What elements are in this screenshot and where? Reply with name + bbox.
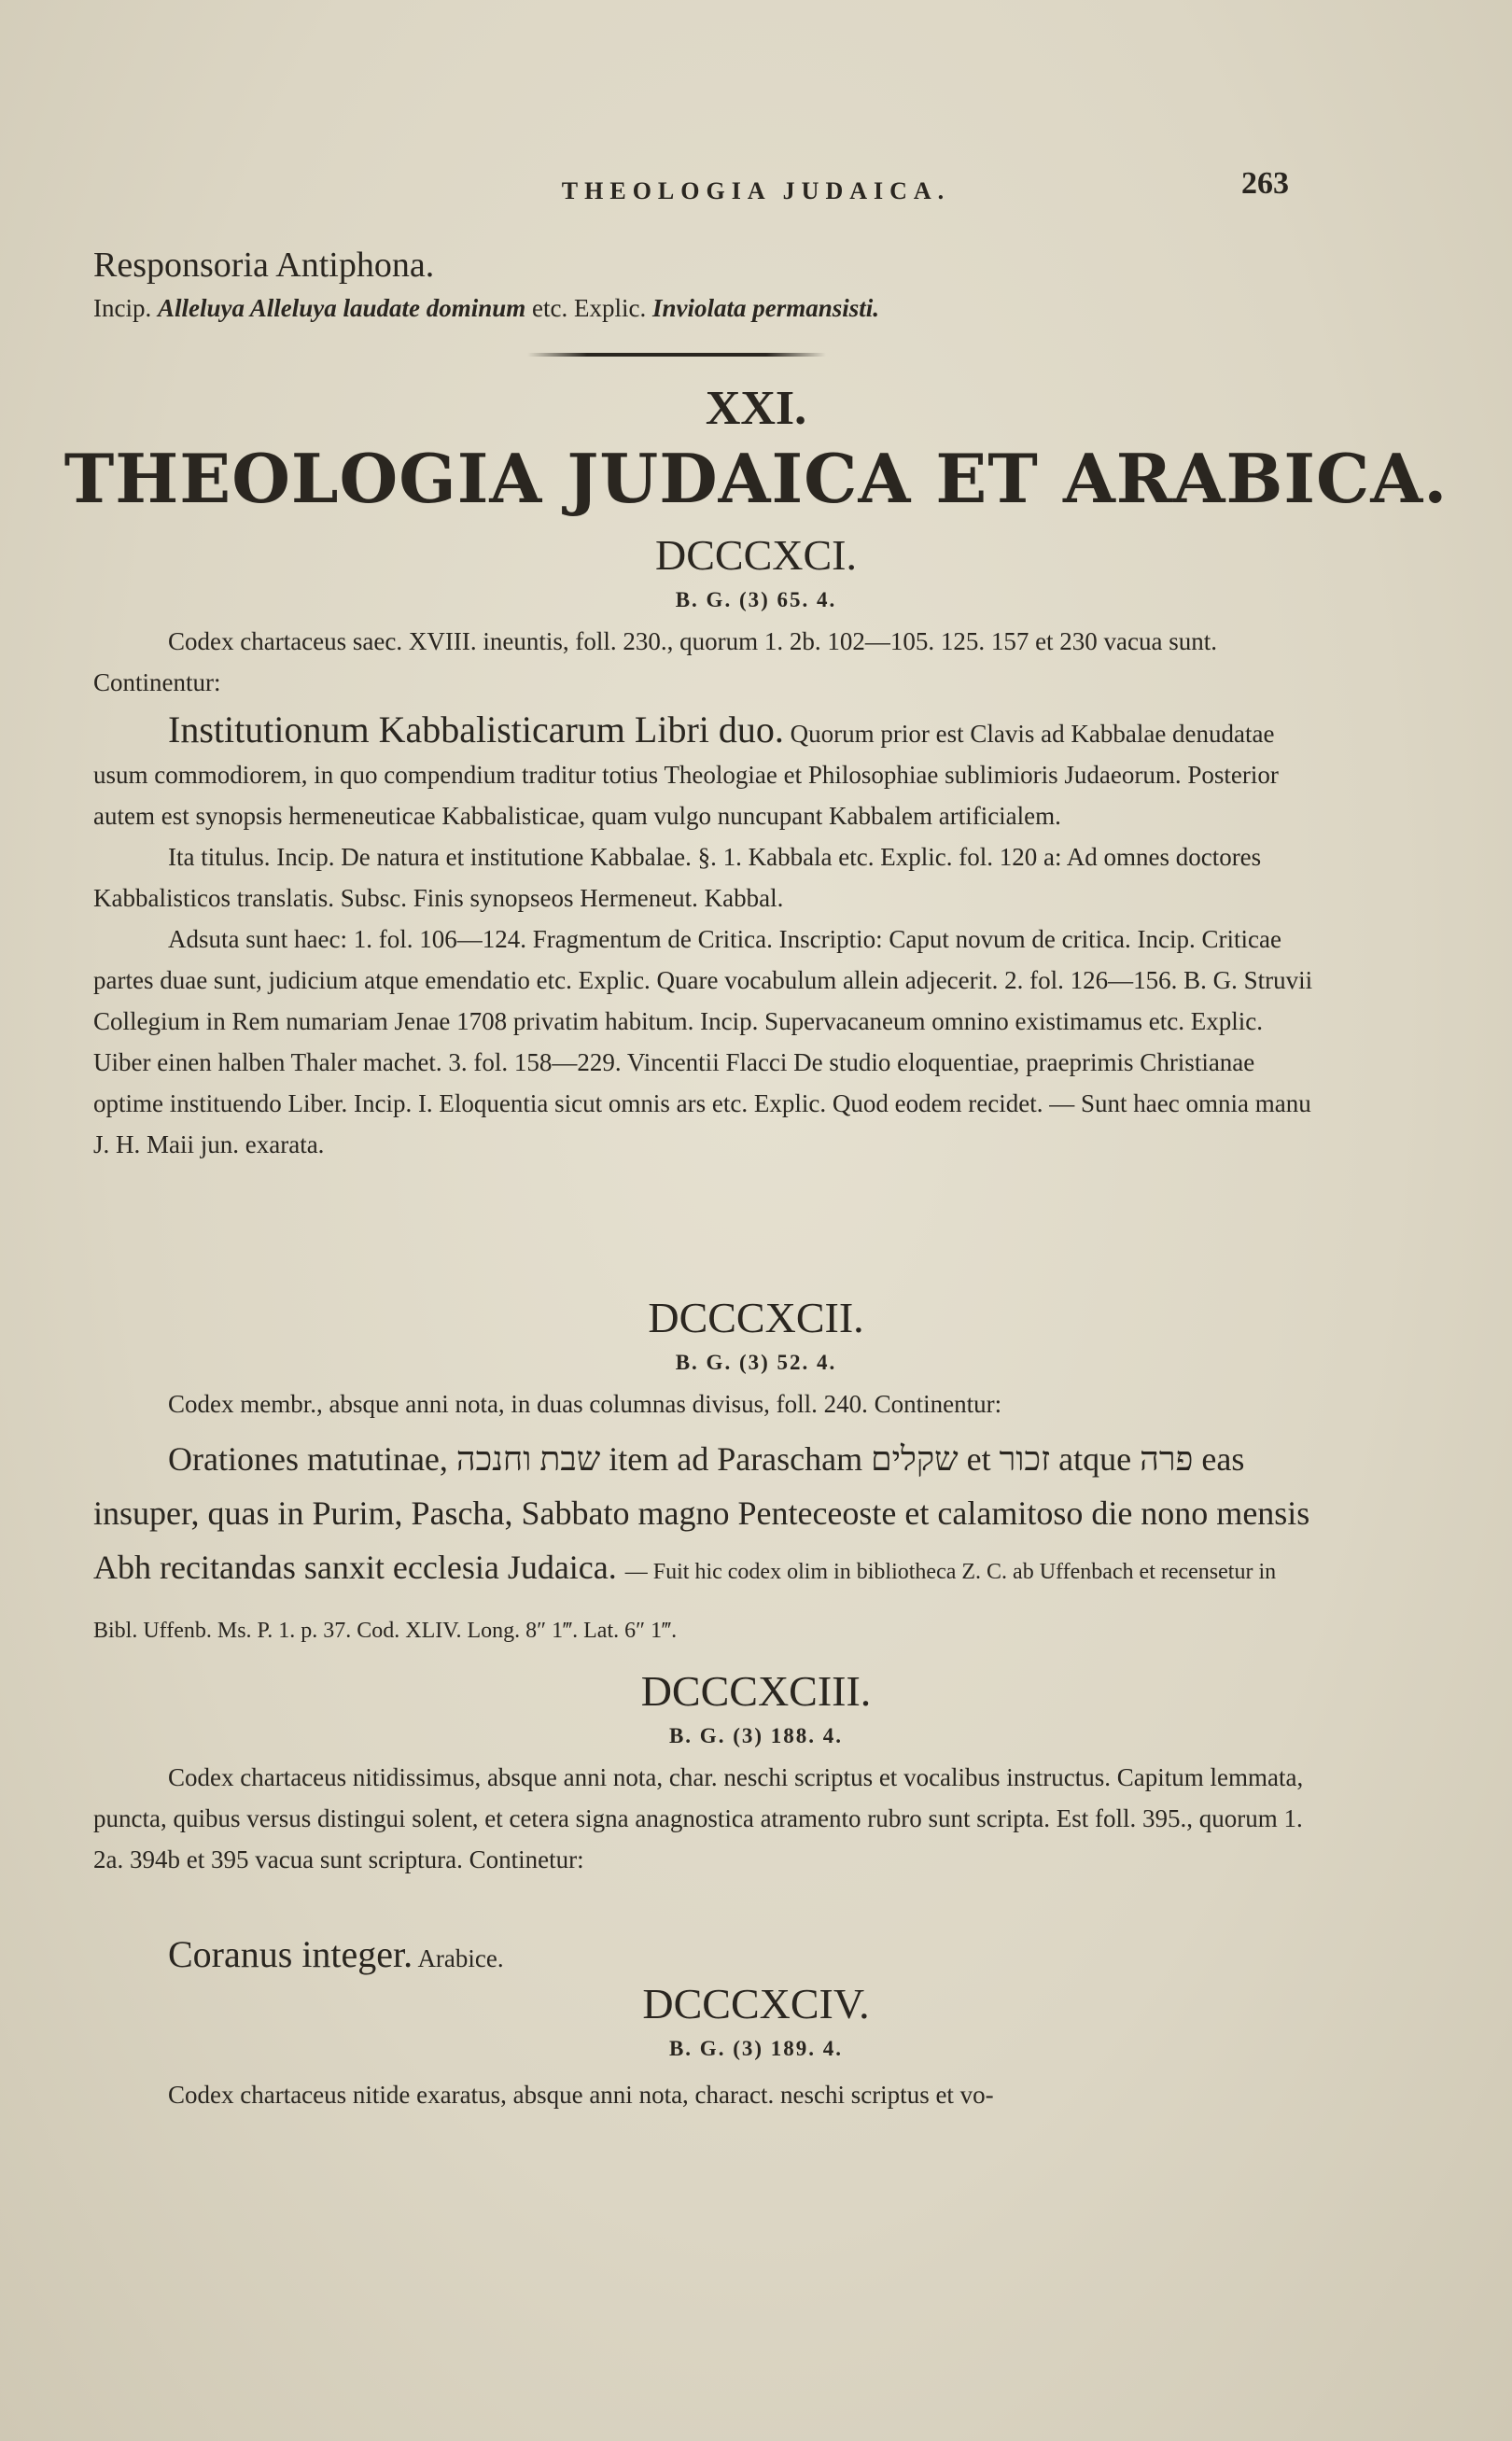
codex-shelfmark: B. G. (3) 188. 4. <box>668 1724 844 1747</box>
codex-contents <box>93 1934 1325 1979</box>
codex-notes: Ita titulus. Incip. De natura et institutione Kabbalae. §. 1. Kabbala etc. Explic. fol. 120 a: Ad omnes doctores Kabbalisticos translatis. Subsc. Finis synopseos Hermeneut. Kabbal. <box>93 843 1262 912</box>
work-text: Quorum prior est Clavis ad Kabbalae denudatae usum commodiorem, in quo compendium traditur totius Theologiae et Philosophiae sublimioris Judaeorum. Posterior autem est synopsis hermeneuticae Kabbalisticae, quam vulgo nuncupant Kabbalem artificialem. <box>93 720 1279 830</box>
codex-number: DCCCXCIV. <box>642 1980 870 2027</box>
page-number: 263 <box>1241 166 1289 201</box>
preamble-incipit: Incip. Alleluya Alleluya laudate dominum etc. Explic. Inviolata permansisti. <box>93 294 880 322</box>
codex-number: DCCCXCI. <box>655 531 857 579</box>
work-text: Arabice. <box>417 1944 504 1972</box>
codex-contents <box>93 1432 1325 1658</box>
codex-shelfmark: B. G. (3) 189. 4. <box>668 2037 844 2060</box>
codex-description: Codex chartaceus saec. XVIII. ineuntis, foll. 230., quorum 1. 2b. 102—105. 125. 157 et 230 vacua sunt. Continentur: <box>93 627 1218 696</box>
preamble <box>93 245 1325 329</box>
codex-description: Codex chartaceus nitide exaratus, absque anni nota, charact. neschi scriptus et vo- <box>168 2081 994 2109</box>
section-number: XXI. <box>705 382 807 435</box>
section-title: THEOLOGIA JUDAICA ET ARABICA. <box>63 439 1449 518</box>
codex-shelfmark: B. G. (3) 65. 4. <box>675 588 837 611</box>
codex-shelfmark: B. G. (3) 52. 4. <box>675 1351 837 1374</box>
work-title: Institutionum Kabbalisticarum Libri duo. <box>168 708 784 751</box>
codex-number: DCCCXCII. <box>648 1294 864 1341</box>
work-text: — Fuit hic codex olim in bibliotheca Z. C. ab Uffenbach et recensetur in Bibl. Uffenb. Ms. P. 1. p. 37. Cod. XLIV. Long. 8″ 1‴. Lat. 6″ 1‴. <box>93 1560 1277 1643</box>
codex-description: Codex membr., absque anni nota, in duas columnas divisus, foll. 240. Continentur: <box>168 1390 1002 1418</box>
codex-contents <box>93 709 1325 1165</box>
work-title: Coranus integer. <box>168 1933 413 1975</box>
running-title: THEOLOGIA JUDAICA. <box>561 177 951 204</box>
section-divider <box>527 353 826 357</box>
preamble-heading: Responsoria Antiphona. <box>93 246 435 285</box>
work-title: Orationes matutinae, שבת וחנכה item ad Parascham שקלים et זכור atque פרה eas insuper, quas in Purim, Pascha, Sabbato magno Penteceoste et calamitoso die nono mensis Abh recitandas sanxit ecclesia Judaica. <box>93 1440 1310 1586</box>
codex-notes: Adsuta sunt haec: 1. fol. 106—124. Fragmentum de Critica. Inscriptio: Caput novum de critica. Incip. Criticae partes duae sunt, judicium atque emendatio etc. Explic. Quare vocabulum allein adjecerit. 2. fol. 126—156. B. G. Struvii Collegium in Rem numariam Jenae 1708 privatim habitum. Incip. Supervacaneum omnino existimamus etc. Explic. Uiber einen halben Thaler machet. 3. fol. 158—229. Vincentii Flacci De studio eloquentiae, praeprimis Christianae optime instituendo Liber. Incip. I. Eloquentia sicut omnis ars etc. Explic. Quod eodem recidet. — Sunt haec omnia manu J. H. Maii jun. exarata. <box>93 925 1313 1158</box>
codex-number: DCCCXCIII. <box>640 1667 872 1715</box>
codex-description: Codex chartaceus nitidissimus, absque anni nota, char. neschi scriptus et vocalibus instructus. Capitum lemmata, puncta, quibus versus distingui solent, et cetera signa anagnostica atramento rubro sunt scripta. Est foll. 395., quorum 1. 2a. 394b et 395 vacua sunt scriptura. Continetur: <box>93 1763 1304 1873</box>
